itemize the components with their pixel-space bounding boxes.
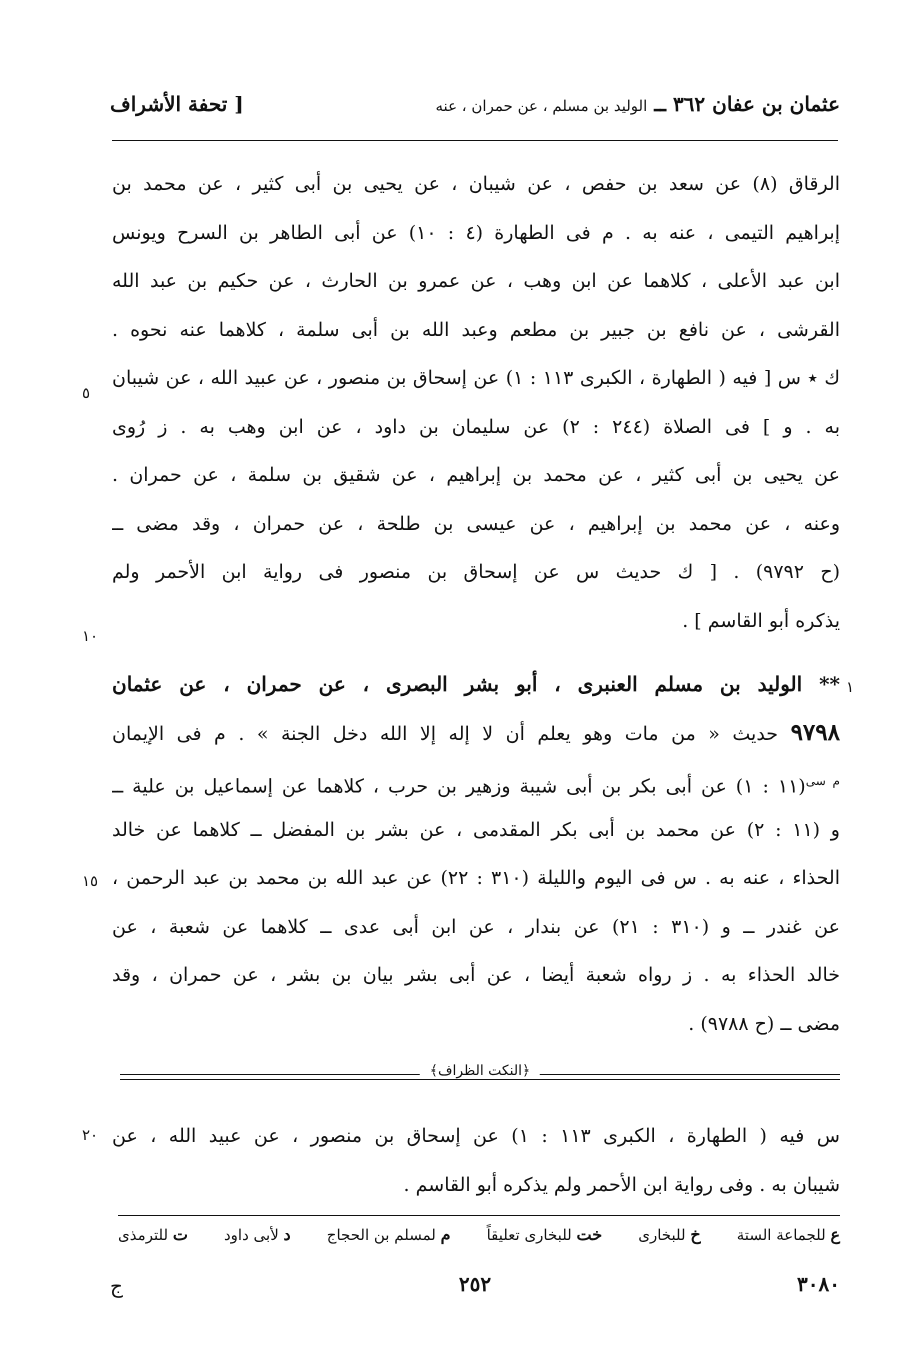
- abbrev-item: [118, 1225, 188, 1244]
- margin-line-number: ١: [846, 678, 855, 696]
- nukat-divider: [120, 1065, 840, 1089]
- abbrev-item: [487, 1225, 603, 1244]
- text-line: عن يحيى بن أبى كثير ، عن محمد بن إبراهيم ، عن شقيق بن سلمة ، عن حمران .: [112, 464, 840, 486]
- divider-rule-lower: [120, 1079, 840, 1080]
- footer-signature-letter: ج: [110, 1274, 123, 1298]
- abbrev-code: خت: [576, 1225, 603, 1244]
- text-line: الحذاء ، عنه به . س فى اليوم والليلة (٣١٠ : ٢٢) عن عبد الله بن محمد بن عبد الرحمن ،: [112, 867, 840, 889]
- abbrev-code: خ: [690, 1225, 701, 1244]
- text-line: به . و ] فى الصلاة (٢٤٤ : ٢) عن سليمان بن داود ، عن ابن وهب به . ز رُوى: [112, 415, 840, 438]
- text-line: ك ٭ س [ فيه ( الطهارة ، الكبرى ١١٣ : ١) عن إسحاق بن منصور ، عن عبيد الله ، عن شيبان: [112, 367, 840, 389]
- entry-first-line: [112, 709, 840, 758]
- entry-line-text: (١١ : ١) عن أبى بكر بن أبى شيبة وزهير بن حرب ، كلاهما عن إسماعيل بن علية ــ: [112, 775, 806, 798]
- text-line: [112, 757, 840, 806]
- text-line: و (١١ : ٢) عن محمد بن أبى بكر المقدمى ، عن بشر بن المفضل ــ كلاهما عن خالد: [112, 818, 840, 841]
- entry-first-line-text: حديث « من مات وهو يعلم أن لا إله إلا الله دخل الجنة » . م فى الإيمان: [112, 722, 779, 745]
- page-footer: [110, 1272, 840, 1302]
- abbrev-code: د: [283, 1225, 291, 1244]
- margin-line-number: ٢٠: [82, 1126, 99, 1144]
- text-line: مضى ــ (ح ٩٧٨٨) .: [688, 1012, 840, 1035]
- abbrev-item: [737, 1225, 840, 1244]
- footer-volume-number: ٣٠٨٠: [797, 1272, 840, 1296]
- text-line: عن غندر ــ و (٣١٠ : ٢١) عن بندار ، عن ابن أبى عدى ــ كلاهما عن شعبة ، عن: [112, 915, 840, 938]
- header-rule: [112, 140, 838, 141]
- abbrev-label: للترمذى: [118, 1226, 169, 1244]
- text-line: وعنه ، عن محمد بن إبراهيم ، عن عيسى بن طلحة ، عن حمران ، وقد مضى ــ: [112, 512, 840, 535]
- nukat-block: [112, 1112, 840, 1209]
- header-right-sub: الوليد بن مسلم ، عن حمران ، عنه: [435, 97, 648, 115]
- footer-rule: [118, 1215, 840, 1216]
- text-line: القرشى ، عن نافع بن جبير بن مطعم وعبد الله بن أبى سلمة ، كلاهما عنه نحوه .: [112, 318, 840, 341]
- header-left-book-title: [ تحفة الأشراف: [110, 92, 244, 116]
- entry-9798: [112, 660, 840, 1048]
- text-line: الرقاق (٨) عن سعد بن حفص ، عن شيبان ، عن يحيى بن أبى كثير ، عن محمد بن: [112, 173, 840, 195]
- entry-heading: ** الوليد بن مسلم العنبرى ، أبو بشر البصرى ، عن حمران ، عن عثمان: [112, 672, 840, 696]
- text-line: شيبان به . وفى رواية ابن الأحمر ولم يذكره أبو القاسم .: [403, 1173, 840, 1196]
- entry-number: ٩٧٩٨: [790, 718, 840, 746]
- header-right-main: عثمان بن عفان ٣٦٢ ــ: [654, 92, 840, 116]
- abbreviation-key: [118, 1225, 840, 1244]
- abbrev-item: [327, 1225, 451, 1244]
- header-right: [436, 92, 840, 116]
- text-block-1: [112, 160, 840, 645]
- page-number: ٢٥٢: [458, 1272, 492, 1296]
- abbrev-item: [638, 1225, 700, 1244]
- abbrev-label: للجماعة الستة: [736, 1226, 826, 1244]
- abbrev-code: ت: [172, 1225, 188, 1244]
- abbrev-code: م: [440, 1225, 451, 1244]
- text-line: خالد الحذاء به . ز رواه شعبة أيضا ، عن أبى بشر بيان بن بشر ، عن حمران ، وقد: [112, 964, 840, 986]
- abbrev-code: ع: [830, 1225, 840, 1244]
- abbrev-item: [224, 1225, 291, 1244]
- text-line: إبراهيم التيمى ، عنه به . م فى الطهارة (٤ : ١٠) عن أبى الطاهر بن السرح ويونس: [112, 221, 840, 244]
- entry-superscript: م سى: [805, 774, 840, 788]
- text-line: (ح ٩٧٩٢) . [ ك حديث س عن إسحاق بن منصور فى رواية ابن الأحمر ولم: [112, 561, 840, 583]
- abbrev-label: للبخارى: [638, 1226, 686, 1244]
- abbrev-label: لمسلم بن الحجاج: [326, 1226, 436, 1244]
- margin-line-number: ٥: [82, 384, 91, 402]
- running-header: [110, 92, 840, 132]
- text-line: يذكره أبو القاسم ] .: [682, 609, 840, 632]
- margin-line-number: ١٠: [82, 627, 99, 645]
- abbrev-label: لأبى داود: [223, 1226, 279, 1244]
- text-line: ابن عبد الأعلى ، كلاهما عن ابن وهب ، عن عمرو بن الحارث ، عن حكيم بن عبد الله: [112, 270, 840, 292]
- divider-label: ﴿النكت الظراف﴾: [420, 1063, 540, 1079]
- margin-line-number: ١٥: [82, 872, 99, 890]
- text-line: س فيه ( الطهارة ، الكبرى ١١٣ : ١) عن إسحاق بن منصور ، عن عبيد الله ، عن: [112, 1125, 840, 1147]
- abbrev-label: للبخارى تعليقاً: [486, 1226, 572, 1244]
